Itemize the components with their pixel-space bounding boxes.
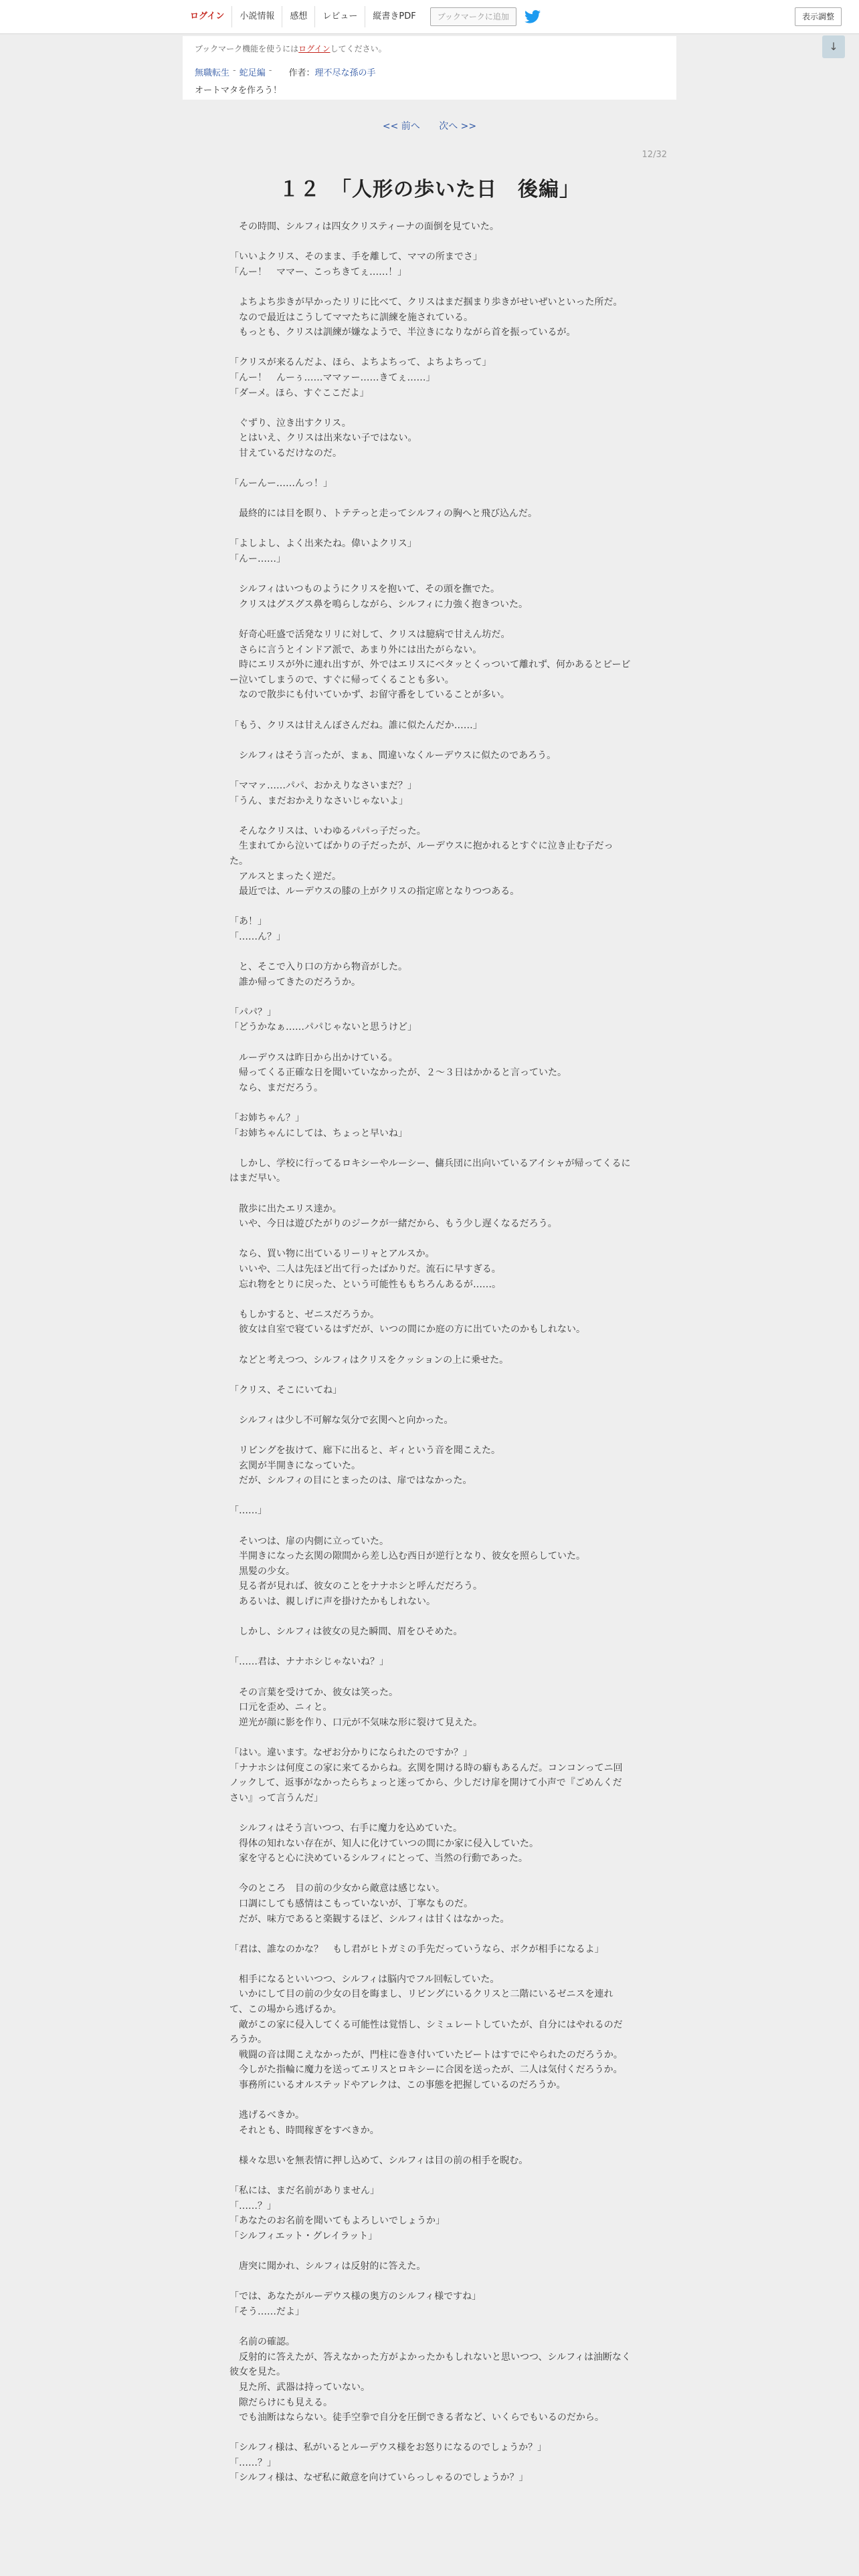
novel-paragraph: 「あなたのお名前を聞いてもよろしいでしょうか」 xyxy=(229,2216,445,2227)
blank-line xyxy=(229,1428,631,1444)
display-settings-button[interactable]: 表示調整 xyxy=(795,7,842,26)
blank-line xyxy=(229,492,631,507)
novel-paragraph: ぐずり、泣き出すクリス。 xyxy=(229,417,351,429)
novel-paragraph: もっとも、クリスは訓練が嫌なようで、半泣きになりながら首を振っているが。 xyxy=(229,327,576,338)
blank-line xyxy=(229,401,631,416)
novel-paragraph: 相手になるといいつつ、シルフィは脳内でフル回転していた。 xyxy=(229,1973,500,1985)
top-nav xyxy=(183,6,541,27)
blank-line xyxy=(229,1141,631,1156)
blank-line xyxy=(229,1519,631,1534)
novel-paragraph: 好奇心旺盛で活発なリリに対して、クリスは臆病で甘えん坊だ。 xyxy=(229,629,510,641)
vertical-pdf-link[interactable]: 縦書きPDF xyxy=(365,6,423,27)
novel-paragraph: 「……ん？」 xyxy=(229,931,286,942)
blank-line xyxy=(229,1035,631,1051)
review-link[interactable]: レビュー xyxy=(314,6,365,27)
novel-paragraph: そいつは、扉の内側に立っていた。 xyxy=(229,1535,389,1547)
novel-paragraph: だが、シルフィの目にとまったのは、扉ではなかった。 xyxy=(229,1475,472,1487)
novel-paragraph: とはいえ、クリスは出来ない子ではない。 xyxy=(229,433,417,444)
series-link[interactable]: 無職転生 xyxy=(195,68,230,78)
blank-line xyxy=(229,1806,631,1821)
novel-paragraph: 「ママァ……パパ、おかえりなさいまだ？」 xyxy=(229,780,417,791)
blank-line xyxy=(229,2426,631,2441)
novel-paragraph: 玄関が半開きになっていた。 xyxy=(229,1460,361,1471)
novel-paragraph: なら、まだだろう。 xyxy=(229,1082,323,1093)
blank-line xyxy=(229,1866,631,1882)
novel-paragraph: 「……」 xyxy=(229,1505,267,1517)
novel-paragraph: 半開きになった玄関の隙間から差し込む西日が逆行となり、彼女を照らしていた。 xyxy=(229,1551,585,1562)
novel-paragraph: 口元を歪め、ニィと。 xyxy=(229,1702,332,1713)
add-bookmark-button[interactable]: ブックマークに追加 xyxy=(430,7,516,26)
login-notice-suffix: してください。 xyxy=(330,44,387,53)
blank-line xyxy=(229,1640,631,1655)
blank-line xyxy=(229,703,631,718)
novel-paragraph: いかにして目の前の少女の目を晦まし、リビングにいるクリスと二階にいるゼニスを連れて、この場から逃げるか。 xyxy=(229,1989,613,2016)
novel-subtitle: オートマタを作ろう！ xyxy=(195,86,282,96)
novel-paragraph: 「んーんー……んっ！」 xyxy=(229,478,332,490)
novel-paragraph: 「クリスが来るんだよ、ほら、よちよちって、よちよちって」 xyxy=(229,357,492,368)
impressions-link[interactable]: 感想 xyxy=(282,6,314,27)
novel-paragraph: 「お姉ちゃんにしては、ちょっと早いね」 xyxy=(229,1128,407,1139)
novel-paragraph: シルフィは少し不可解な気分で玄関へと向かった。 xyxy=(229,1414,454,1426)
novel-paragraph: 敵がこの家に侵入してくる可能性は覚悟し、シミュレートしていたが、自分にはやれるのだろうか。 xyxy=(229,2019,623,2046)
blank-line xyxy=(229,945,631,960)
novel-paragraph: 「はい。違います。なぜお分かりになられたのですか？」 xyxy=(229,1747,472,1758)
novel-paragraph: 「もう、クリスは甘えんぼさんだね。誰に似たんだか……」 xyxy=(229,720,482,731)
novel-paragraph: しかし、学校に行ってるロキシーやルーシー、傭兵団に出向いているアイシャが帰ってくるにはまだ早い。 xyxy=(229,1158,631,1184)
novel-paragraph: 甘えているだけなのだ。 xyxy=(229,447,342,459)
novel-paragraph: それとも、時間稼ぎをすべきか。 xyxy=(229,2125,379,2136)
novel-paragraph: 「そう……だよ」 xyxy=(229,2306,304,2317)
novel-paragraph: ルーデウスは昨日から出かけている。 xyxy=(229,1052,398,1063)
novel-paragraph: アルスとまったく逆だ。 xyxy=(229,871,342,882)
novel-paragraph: 最近では、ルーデウスの膝の上がクリスの指定席となりつつある。 xyxy=(229,886,520,897)
novel-paragraph: 黒髪の少女。 xyxy=(229,1566,295,1577)
novel-paragraph: 「んー！ んーぅ……ママァー……きてぇ……」 xyxy=(229,372,436,383)
novel-paragraph: 「あ！」 xyxy=(229,916,267,928)
author-label: 作者： xyxy=(288,68,315,78)
chapter-pager xyxy=(0,119,859,132)
blank-line xyxy=(229,1927,631,1942)
novel-paragraph: いや、今日は遊びたがりのジークが一緒だから、もう少し遅くなるだろう。 xyxy=(229,1218,557,1230)
novel-paragraph: 「よしよし、よく出来たね。偉いよクリス」 xyxy=(229,538,417,550)
blank-line xyxy=(229,733,631,748)
blank-line xyxy=(229,340,631,356)
novel-paragraph: 「私には、まだ名前がありません」 xyxy=(229,2185,379,2197)
novel-paragraph: なので散歩にも付いていかず、お留守番をしていることが多い。 xyxy=(229,689,510,701)
blank-line xyxy=(229,522,631,537)
novel-paragraph: 彼女は自室で寝ているはずだが、いつの間にか庭の方に出ていたのかもしれない。 xyxy=(229,1324,585,1335)
novel-paragraph: 「では、あなたがルーデウス様の奥方のシルフィ様ですね」 xyxy=(229,2291,482,2302)
novel-paragraph: 見た所、武器は持っていない。 xyxy=(229,2381,370,2393)
novel-paragraph: 「シルフィエット・グレイラット」 xyxy=(229,2230,378,2242)
novel-paragraph: 生まれてから泣いてばかりの子だったが、ルーデウスに抱かれるとすぐに泣き止む子だった。 xyxy=(229,841,613,867)
novel-paragraph: でも油断はならない。徒手空拳で自分を圧倒できる者など、いくらでもいるのだから。 xyxy=(229,2412,604,2424)
novel-paragraph: 散歩に出たエリス達か。 xyxy=(229,1203,342,1214)
chapter-title: １２ 「人形の歩いた日 後編」 xyxy=(279,178,580,201)
novel-paragraph: 唐突に聞かれ、シルフィは反射的に答えた。 xyxy=(229,2261,426,2272)
blank-line xyxy=(229,2274,631,2290)
novel-paragraph: 戦闘の音は聞こえなかったが、門柱に巻き付いていたビートはすでにやられたのだろうか。 xyxy=(229,2049,623,2060)
novel-paragraph: リビングを抜けて、廊下に出ると、ギィという音を聞こえた。 xyxy=(229,1445,501,1457)
novel-paragraph: シルフィはそう言ったが、まぁ、間違いなくルーデウスに似たのであろう。 xyxy=(229,750,557,761)
blank-line xyxy=(229,1337,631,1353)
blank-line xyxy=(229,990,631,1005)
login-notice-link[interactable]: ログイン xyxy=(298,44,330,53)
blank-line xyxy=(229,809,631,824)
novel-paragraph: クリスはグスグス鼻を鳴らしながら、シルフィに力強く抱きついた。 xyxy=(229,599,528,610)
novel-paragraph: 逆光が顔に影を作り、口元が不気味な形に裂けて見えた。 xyxy=(229,1717,482,1728)
novel-paragraph: 「お姉ちゃん？」 xyxy=(229,1113,304,1124)
blank-line xyxy=(229,1489,631,1504)
blank-line xyxy=(229,1398,631,1413)
novel-meta xyxy=(195,66,375,78)
novel-paragraph: さらに言うとインドア派で、あまり外には出たがらない。 xyxy=(229,644,482,655)
novel-paragraph: 反射的に答えたが、答えなかった方がよかったかもしれないと思いつつ、シルフィは油断なく彼女を見た。 xyxy=(229,2351,631,2378)
blank-line xyxy=(229,899,631,915)
blank-line xyxy=(229,1232,631,1247)
blank-line xyxy=(229,1670,631,1685)
novel-info-box xyxy=(183,36,676,100)
novel-paragraph: だが、味方であると楽観するほど、シルフィは甘くはなかった。 xyxy=(229,1913,510,1925)
blank-line xyxy=(229,567,631,582)
next-chapter-link[interactable]: 次へ >> xyxy=(439,121,477,132)
novel-paragraph: 「ナナホシは何度この家に来てるからね。玄関を開ける時の癖もあるんだ。コンコンってニ回ノックして、返事がなかったらちょっと迷ってから、少しだけ扉を開けて小声で『ごめんください』って言うんだ」 xyxy=(229,1762,623,1804)
novel-paragraph: あるいは、親しげに声を掛けたかもしれない。 xyxy=(229,1596,436,1608)
novel-paragraph: 事務所にいるオルステッドやアレクは、この事態を把握しているのだろうか。 xyxy=(229,2080,566,2091)
novel-paragraph: なら、買い物に出ているリーリャとアルスか。 xyxy=(229,1249,435,1260)
novel-paragraph: 「うん、まだおかえりなさいじゃないよ」 xyxy=(229,795,408,807)
blank-line xyxy=(229,1730,631,1745)
novel-paragraph: 見る者が見れば、彼女のことをナナホシと呼んだだろう。 xyxy=(229,1581,482,1592)
novel-paragraph: 名前の確認。 xyxy=(229,2337,295,2348)
novel-paragraph: 今しがた指輪に魔力を送ってエリスとロキシーに合図を送ったが、二人は気付くだろうか。 xyxy=(229,2064,623,2076)
novel-paragraph: と、そこで入り口の方から物音がした。 xyxy=(229,962,407,973)
novel-body xyxy=(229,219,631,2486)
blank-line xyxy=(229,2093,631,2109)
login-notice xyxy=(195,43,387,54)
novel-paragraph: 家を守ると心に決めているシルフィにとって、当然の行動であった。 xyxy=(229,1853,528,1864)
novel-info-link[interactable]: 小説情報 xyxy=(231,6,282,27)
novel-paragraph: 誰か帰ってきたのだろうか。 xyxy=(229,976,361,988)
novel-paragraph: その言葉を受けてか、彼女は笑った。 xyxy=(229,1687,398,1698)
novel-paragraph: 「……君は、ナナホシじゃないね？」 xyxy=(229,1656,389,1668)
arrow-down-icon[interactable]: ↓ xyxy=(822,35,845,58)
novel-paragraph: 「いいよクリス、そのまま、手を離して、ママの所までさ」 xyxy=(229,251,482,263)
blank-line xyxy=(229,461,631,477)
twitter-icon[interactable] xyxy=(524,10,541,23)
novel-paragraph: しかし、シルフィは彼女の見た瞬間、眉をひそめた。 xyxy=(229,1626,463,1638)
novel-paragraph: 忘れ物をとりに戻った、という可能性ももちろんあるが……。 xyxy=(229,1279,501,1290)
novel-paragraph: 「んー！ ママー、こっちきてぇ……！」 xyxy=(229,266,407,278)
login-notice-prefix: ブックマーク機能を使うには xyxy=(195,44,299,53)
novel-paragraph: 「シルフィ様は、なぜ私に敵意を向けていらっしゃるのでしょうか？」 xyxy=(229,2472,529,2484)
blank-line xyxy=(229,280,631,295)
blank-line xyxy=(229,1957,631,1972)
blank-line xyxy=(229,1610,631,1625)
blank-line xyxy=(229,1368,631,1383)
novel-paragraph: その時間、シルフィは四女クリスティーナの面倒を見ていた。 xyxy=(229,221,499,232)
novel-paragraph: もしかすると、ゼニスだろうか。 xyxy=(229,1309,379,1320)
blank-line xyxy=(229,2320,631,2335)
novel-paragraph: 「クリス、そこにいてね」 xyxy=(229,1384,343,1396)
novel-paragraph: 「……？」 xyxy=(229,2457,276,2468)
novel-paragraph: 「どうかなぁ……パパじゃないと思うけど」 xyxy=(229,1022,417,1033)
novel-paragraph: 時にエリスが外に連れ出すが、外ではエリスにベタッとくっついて離れず、何かあるとピービー泣いてしまうので、すぐに帰ってくることも多い。 xyxy=(229,659,631,685)
prev-chapter-link[interactable]: << 前へ xyxy=(382,121,420,132)
novel-paragraph: 得体の知れない存在が、知人に化けていつの間にか家に侵入していた。 xyxy=(229,1838,539,1849)
novel-paragraph: なので最近はこうしてママたちに訓練を施されている。 xyxy=(229,312,473,323)
blank-line xyxy=(229,763,631,778)
novel-paragraph: そんなクリスは、いわゆるパパっ子だった。 xyxy=(229,825,426,837)
login-link[interactable]: ログイン xyxy=(190,11,225,21)
novel-paragraph: 隙だらけにも見える。 xyxy=(229,2397,332,2408)
breadcrumb-separator: - xyxy=(268,66,272,76)
novel-paragraph: 口調にしても感情はこもっていないが、丁寧なものだ。 xyxy=(229,1898,473,1909)
novel-paragraph: 逃げるべきか。 xyxy=(229,2110,304,2121)
blank-line xyxy=(229,2138,631,2153)
novel-paragraph: 帰ってくる正確な日を聞いていなかったが、２～３日はかかると言っていた。 xyxy=(229,1067,567,1079)
novel-paragraph: シルフィはそう言いつつ、右手に魔力を込めていた。 xyxy=(229,1822,462,1834)
blank-line xyxy=(229,612,631,627)
novel-paragraph: いいや、二人は先ほど出て行ったばかりだ。流石に早すぎる。 xyxy=(229,1263,501,1275)
novel-paragraph: シルフィはいつものようにクリスを抱いて、その頭を撫でた。 xyxy=(229,584,500,595)
chapter-number: 12/32 xyxy=(642,150,667,160)
blank-line xyxy=(229,1186,631,1202)
novel-paragraph: 最終的には目を瞑り、トテテっと走ってシルフィの胸へと飛び込んだ。 xyxy=(229,508,537,520)
novel-paragraph: 「君は、誰なのかな？ もし君がヒトガミの手先だっていうなら、ボクが相手になるよ」 xyxy=(229,1943,604,1955)
blank-line xyxy=(229,1095,631,1111)
blank-line xyxy=(229,1292,631,1307)
top-navigation-bar xyxy=(0,0,859,34)
novel-paragraph: 「んー……」 xyxy=(229,554,286,565)
novel-paragraph: 「パパ？」 xyxy=(229,1006,276,1018)
blank-line xyxy=(229,2244,631,2260)
blank-line xyxy=(229,235,631,250)
author-link[interactable]: 理不尽な孫の手 xyxy=(314,68,376,78)
novel-paragraph: 様々な思いを無表情に押し込めて、シルフィは目の前の相手を睨む。 xyxy=(229,2155,529,2166)
novel-paragraph: よちよち歩きが早かったリリに比べて、クリスはまだ掴まり歩きがせいぜいといった所だ。 xyxy=(229,296,623,308)
novel-paragraph: 今のところ 目の前の少女から敵意は感じない。 xyxy=(229,1883,445,1895)
novel-paragraph: 「……？」 xyxy=(229,2200,276,2212)
blank-line xyxy=(229,2169,631,2184)
novel-paragraph: 「ダーメ。ほら、すぐここだよ」 xyxy=(229,387,369,399)
section-link[interactable]: 蛇足編 xyxy=(239,68,266,78)
breadcrumb-separator: - xyxy=(233,66,236,76)
novel-paragraph: 「シルフィ様は、私がいるとルーデウス様をお怒りになるのでしょうか？」 xyxy=(229,2442,547,2454)
novel-paragraph: などと考えつつ、シルフィはクリスをクッションの上に乗せた。 xyxy=(229,1354,509,1366)
